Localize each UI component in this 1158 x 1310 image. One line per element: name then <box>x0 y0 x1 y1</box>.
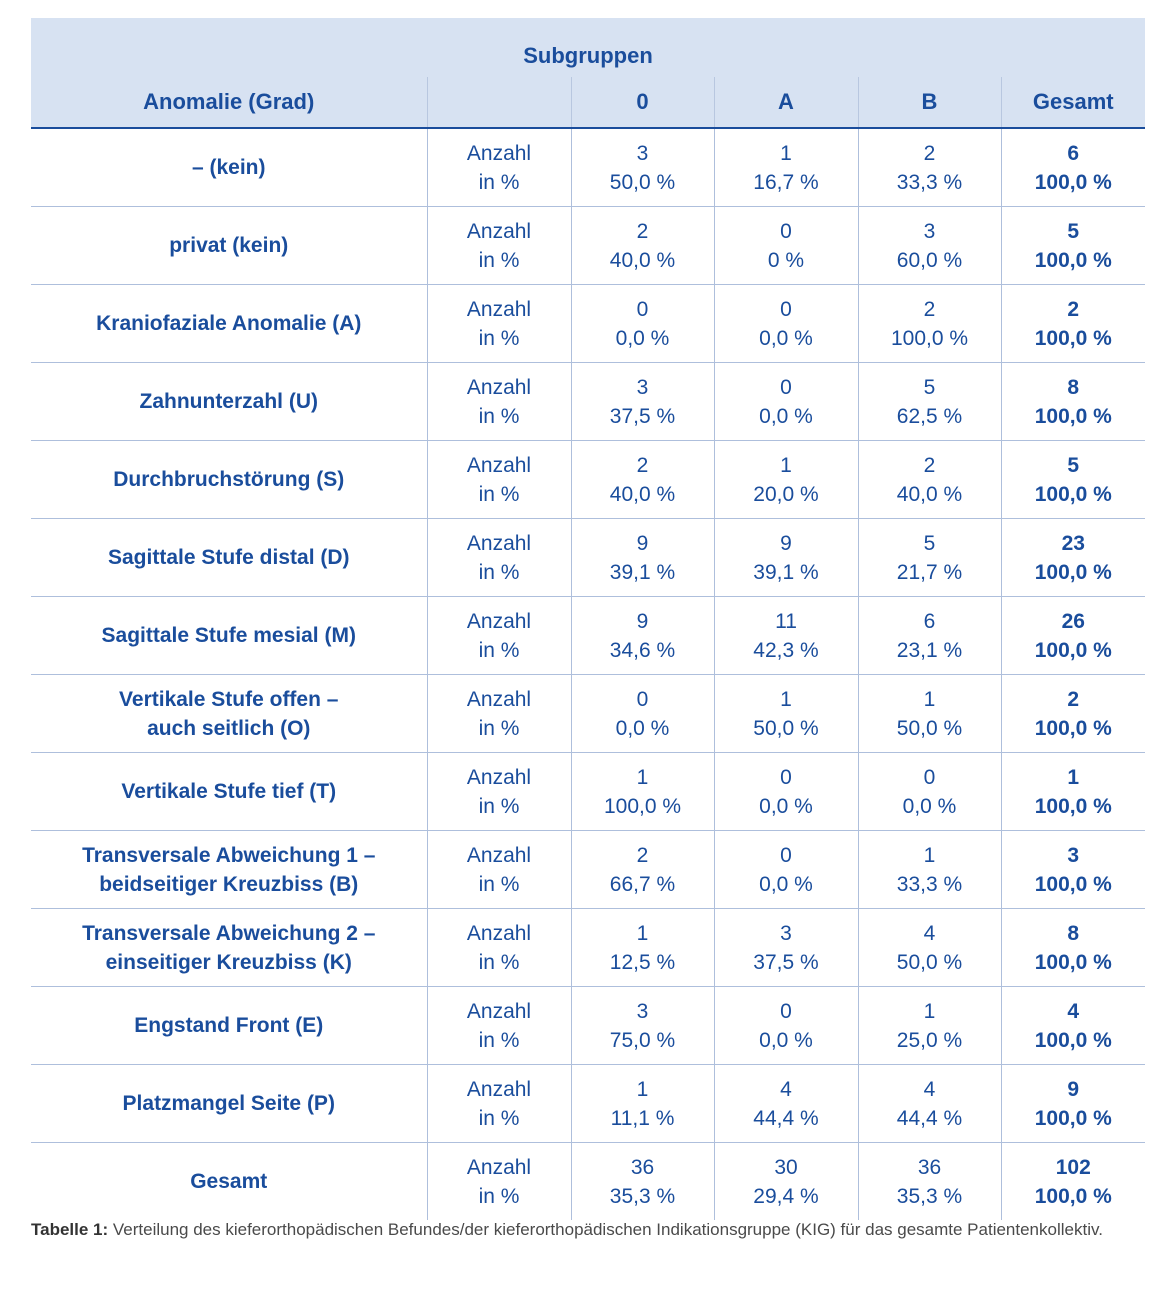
column-header-a: A <box>714 77 858 128</box>
count-value: 26 <box>1061 609 1085 633</box>
percent-value: 100,0 % <box>1034 1106 1112 1130</box>
cell-subgroup-a <box>714 285 858 363</box>
metric-percent-label: in % <box>478 716 520 740</box>
count-value: 5 <box>1067 219 1080 243</box>
row-label <box>31 675 427 753</box>
table-row <box>31 753 1145 831</box>
row-label-line: Vertikale Stufe offen – <box>119 687 339 711</box>
cell-subgroup-b <box>858 753 1001 831</box>
metric-labels <box>427 519 571 597</box>
cell-subgroup-b <box>858 441 1001 519</box>
table-row <box>31 909 1145 987</box>
row-label-line: Zahnunterzahl (U) <box>139 390 318 413</box>
cell-subgroup-a <box>714 675 858 753</box>
percent-value: 44,4 % <box>896 1106 963 1130</box>
metric-percent-label: in % <box>478 404 520 428</box>
cell-gesamt <box>1001 363 1145 441</box>
column-header-gesamt: Gesamt <box>1001 77 1145 128</box>
metric-count-label: Anzahl <box>466 609 532 633</box>
table-caption <box>31 1218 1147 1242</box>
cell-subgroup-0 <box>571 1143 714 1221</box>
row-label-line: Sagittale Stufe mesial (M) <box>101 624 356 647</box>
cell-subgroup-a <box>714 987 858 1065</box>
count-value: 0 <box>780 843 792 867</box>
cell-gesamt <box>1001 285 1145 363</box>
cell-gesamt <box>1001 519 1145 597</box>
percent-value: 100,0 % <box>1034 170 1112 194</box>
count-value: 3 <box>636 375 649 399</box>
table-row <box>31 831 1145 909</box>
count-value: 30 <box>774 1155 798 1179</box>
percent-value: 12,5 % <box>609 950 676 974</box>
cell-gesamt <box>1001 207 1145 285</box>
cell-subgroup-0 <box>571 519 714 597</box>
count-value: 1 <box>636 921 649 945</box>
table-row <box>31 363 1145 441</box>
metric-percent-label: in % <box>478 170 520 194</box>
table-row <box>31 441 1145 519</box>
cell-gesamt <box>1001 128 1145 207</box>
percent-value: 40,0 % <box>609 482 676 506</box>
count-value: 1 <box>923 687 936 711</box>
cell-gesamt <box>1001 753 1145 831</box>
metric-count-label: Anzahl <box>466 843 532 867</box>
table-row <box>31 1143 1145 1221</box>
metric-count-label: Anzahl <box>466 297 532 321</box>
percent-value: 50,0 % <box>753 716 819 740</box>
percent-value: 0,0 % <box>759 794 813 818</box>
percent-value: 0 % <box>767 248 805 272</box>
metric-percent-label: in % <box>478 1028 520 1052</box>
cell-subgroup-a <box>714 1065 858 1143</box>
cell-subgroup-0 <box>571 831 714 909</box>
count-value: 1 <box>780 453 792 477</box>
row-label-line: Vertikale Stufe tief (T) <box>121 780 337 803</box>
metric-count-label: Anzahl <box>466 687 532 711</box>
row-label <box>31 363 427 441</box>
count-value: 2 <box>923 141 936 165</box>
table-row <box>31 597 1145 675</box>
percent-value: 25,0 % <box>896 1028 963 1052</box>
metric-count-label: Anzahl <box>466 921 532 945</box>
count-value: 1 <box>636 1077 649 1101</box>
percent-value: 39,1 % <box>609 560 676 584</box>
row-label <box>31 597 427 675</box>
count-value: 2 <box>923 453 936 477</box>
cell-subgroup-b <box>858 675 1001 753</box>
percent-value: 100,0 % <box>1034 326 1112 350</box>
cell-subgroup-0 <box>571 675 714 753</box>
table-row <box>31 987 1145 1065</box>
count-value: 5 <box>923 531 936 555</box>
cell-subgroup-a <box>714 128 858 207</box>
percent-value: 50,0 % <box>896 716 963 740</box>
percent-value: 62,5 % <box>896 404 963 428</box>
cell-subgroup-b <box>858 1065 1001 1143</box>
percent-value: 100,0 % <box>1034 404 1112 428</box>
percent-value: 21,7 % <box>896 560 963 584</box>
count-value: 2 <box>636 219 649 243</box>
row-label-line: – (kein) <box>191 156 266 179</box>
percent-value: 39,1 % <box>753 560 819 584</box>
percent-value: 37,5 % <box>753 950 819 974</box>
percent-value: 44,4 % <box>753 1106 819 1130</box>
count-value: 2 <box>636 453 649 477</box>
count-value: 3 <box>636 999 649 1023</box>
count-value: 2 <box>923 297 936 321</box>
percent-value: 100,0 % <box>1034 716 1112 740</box>
row-label-line: Kraniofaziale Anomalie (A) <box>96 312 362 335</box>
row-label <box>31 1143 427 1221</box>
table-row <box>31 285 1145 363</box>
cell-subgroup-0 <box>571 753 714 831</box>
percent-value: 60,0 % <box>896 248 963 272</box>
percent-value: 75,0 % <box>609 1028 676 1052</box>
cell-subgroup-b <box>858 831 1001 909</box>
column-header-b: B <box>858 77 1001 128</box>
row-label <box>31 128 427 207</box>
metric-percent-label: in % <box>478 248 520 272</box>
metric-percent-label: in % <box>478 326 520 350</box>
count-value: 4 <box>1067 999 1080 1023</box>
column-header-row <box>31 77 1145 128</box>
metric-count-label: Anzahl <box>466 531 532 555</box>
table-container <box>31 18 1145 1220</box>
cell-gesamt <box>1001 909 1145 987</box>
metric-percent-label: in % <box>478 794 520 818</box>
metric-count-label: Anzahl <box>466 1155 532 1179</box>
metric-percent-label: in % <box>478 560 520 584</box>
count-value: 0 <box>636 297 649 321</box>
cell-subgroup-a <box>714 519 858 597</box>
cell-subgroup-a <box>714 831 858 909</box>
group-header: Subgruppen <box>31 18 1145 77</box>
count-value: 3 <box>923 219 936 243</box>
metric-percent-label: in % <box>478 950 520 974</box>
metric-percent-label: in % <box>478 872 520 896</box>
percent-value: 35,3 % <box>896 1184 963 1208</box>
table-row <box>31 128 1145 207</box>
percent-value: 0,0 % <box>759 326 813 350</box>
count-value: 5 <box>1067 453 1080 477</box>
cell-gesamt <box>1001 831 1145 909</box>
metric-count-label: Anzahl <box>466 219 532 243</box>
count-value: 36 <box>917 1155 942 1179</box>
metric-count-label: Anzahl <box>466 453 532 477</box>
percent-value: 33,3 % <box>896 170 963 194</box>
metric-percent-label: in % <box>478 482 520 506</box>
count-value: 2 <box>1067 687 1080 711</box>
row-label-line: Transversale Abweichung 1 – <box>82 843 376 867</box>
percent-value: 100,0 % <box>1034 872 1112 896</box>
count-value: 1 <box>780 687 792 711</box>
row-label <box>31 285 427 363</box>
percent-value: 34,6 % <box>609 638 676 662</box>
row-label-line: beidseitiger Kreuzbiss (B) <box>99 872 359 896</box>
count-value: 2 <box>636 843 649 867</box>
count-value: 102 <box>1055 1155 1091 1179</box>
row-label-line: Sagittale Stufe distal (D) <box>107 546 350 569</box>
percent-value: 66,7 % <box>609 872 676 896</box>
cell-subgroup-b <box>858 519 1001 597</box>
count-value: 2 <box>1067 297 1080 321</box>
metric-labels <box>427 207 571 285</box>
metric-count-label: Anzahl <box>466 375 532 399</box>
table-row <box>31 675 1145 753</box>
row-label-line: Engstand Front (E) <box>134 1014 324 1037</box>
count-value: 3 <box>780 921 792 945</box>
cell-subgroup-a <box>714 207 858 285</box>
percent-value: 40,0 % <box>896 482 963 506</box>
cell-subgroup-a <box>714 441 858 519</box>
count-value: 3 <box>1067 843 1080 867</box>
row-label-line: einseitiger Kreuzbiss (K) <box>105 950 352 974</box>
row-label <box>31 753 427 831</box>
count-value: 0 <box>780 297 792 321</box>
percent-value: 0,0 % <box>759 404 813 428</box>
cell-subgroup-b <box>858 987 1001 1065</box>
percent-value: 11,1 % <box>610 1106 675 1130</box>
cell-subgroup-0 <box>571 207 714 285</box>
row-label <box>31 909 427 987</box>
row-label-line: Durchbruchstörung (S) <box>113 468 345 491</box>
percent-value: 100,0 % <box>1034 638 1112 662</box>
table-row <box>31 519 1145 597</box>
count-value: 1 <box>1067 765 1080 789</box>
percent-value: 100,0 % <box>890 326 969 350</box>
metric-labels <box>427 753 571 831</box>
metric-percent-label: in % <box>478 638 520 662</box>
caption-label: Tabelle 1: <box>31 1220 109 1239</box>
count-value: 4 <box>780 1077 792 1101</box>
cell-subgroup-0 <box>571 987 714 1065</box>
row-label-line: Transversale Abweichung 2 – <box>82 921 376 945</box>
cell-gesamt <box>1001 1065 1145 1143</box>
percent-value: 50,0 % <box>896 950 963 974</box>
count-value: 11 <box>775 609 797 633</box>
cell-subgroup-0 <box>571 128 714 207</box>
row-label-line: auch seitlich (O) <box>147 716 311 740</box>
count-value: 6 <box>1067 141 1080 165</box>
count-value: 0 <box>780 375 792 399</box>
row-label <box>31 519 427 597</box>
cell-subgroup-0 <box>571 597 714 675</box>
cell-subgroup-0 <box>571 285 714 363</box>
column-header-0: 0 <box>571 77 714 128</box>
count-value: 0 <box>780 999 792 1023</box>
count-value: 4 <box>923 921 936 945</box>
cell-gesamt <box>1001 675 1145 753</box>
row-label <box>31 831 427 909</box>
count-value: 36 <box>630 1155 655 1179</box>
count-value: 1 <box>923 843 936 867</box>
percent-value: 100,0 % <box>1034 482 1112 506</box>
group-header-row <box>31 18 1145 77</box>
metric-percent-label: in % <box>478 1106 520 1130</box>
percent-value: 100,0 % <box>1034 248 1112 272</box>
cell-subgroup-b <box>858 128 1001 207</box>
count-value: 0 <box>780 765 792 789</box>
table-row <box>31 207 1145 285</box>
table-row <box>31 1065 1145 1143</box>
row-label <box>31 207 427 285</box>
percent-value: 0,0 % <box>902 794 957 818</box>
count-value: 9 <box>1067 1077 1080 1101</box>
cell-gesamt <box>1001 441 1145 519</box>
cell-subgroup-a <box>714 597 858 675</box>
row-label-line: privat (kein) <box>169 234 289 257</box>
percent-value: 40,0 % <box>609 248 676 272</box>
table-body <box>31 128 1145 1220</box>
cell-subgroup-a <box>714 753 858 831</box>
cell-subgroup-0 <box>571 1065 714 1143</box>
count-value: 9 <box>636 531 649 555</box>
count-value: 1 <box>780 141 792 165</box>
percent-value: 29,4 % <box>753 1184 819 1208</box>
count-value: 0 <box>636 687 649 711</box>
metric-labels <box>427 128 571 207</box>
cell-subgroup-0 <box>571 441 714 519</box>
metric-labels <box>427 1065 571 1143</box>
cell-subgroup-a <box>714 1143 858 1221</box>
count-value: 6 <box>923 609 936 633</box>
count-value: 23 <box>1061 531 1085 555</box>
percent-value: 100,0 % <box>1034 950 1112 974</box>
cell-gesamt <box>1001 1143 1145 1221</box>
metric-labels <box>427 363 571 441</box>
metric-count-label: Anzahl <box>466 999 532 1023</box>
percent-value: 0,0 % <box>615 326 670 350</box>
cell-subgroup-b <box>858 597 1001 675</box>
cell-subgroup-b <box>858 363 1001 441</box>
count-value: 5 <box>923 375 936 399</box>
percent-value: 37,5 % <box>609 404 676 428</box>
percent-value: 0,0 % <box>759 872 813 896</box>
cell-subgroup-b <box>858 909 1001 987</box>
column-header-anomalie: Anomalie (Grad) <box>31 77 427 128</box>
percent-value: 100,0 % <box>603 794 682 818</box>
percent-value: 42,3 % <box>753 638 819 662</box>
count-value: 4 <box>923 1077 936 1101</box>
row-label-line: Gesamt <box>190 1170 268 1193</box>
metric-count-label: Anzahl <box>466 141 532 165</box>
cell-subgroup-b <box>858 207 1001 285</box>
count-value: 1 <box>636 765 649 789</box>
count-value: 9 <box>636 609 649 633</box>
cell-subgroup-a <box>714 909 858 987</box>
percent-value: 0,0 % <box>759 1028 813 1052</box>
percent-value: 100,0 % <box>1034 560 1112 584</box>
caption-text: Verteilung des kieferorthopädischen Befundes/der kieferorthopädischen Indikationsgruppe (KIG) für das gesamte Patientenkollektiv. <box>108 1220 1103 1239</box>
percent-value: 20,0 % <box>753 482 819 506</box>
metric-labels <box>427 987 571 1065</box>
row-label <box>31 441 427 519</box>
percent-value: 50,0 % <box>609 170 676 194</box>
count-value: 8 <box>1067 921 1080 945</box>
cell-subgroup-b <box>858 1143 1001 1221</box>
metric-count-label: Anzahl <box>466 1077 532 1101</box>
count-value: 8 <box>1067 375 1080 399</box>
percent-value: 23,1 % <box>896 638 963 662</box>
metric-labels <box>427 441 571 519</box>
percent-value: 100,0 % <box>1034 794 1112 818</box>
percent-value: 16,7 % <box>753 170 819 194</box>
count-value: 1 <box>923 999 936 1023</box>
count-value: 0 <box>780 219 792 243</box>
metric-labels <box>427 675 571 753</box>
percent-value: 100,0 % <box>1034 1028 1112 1052</box>
row-label-line: Platzmangel Seite (P) <box>122 1092 335 1115</box>
column-header-metric <box>427 77 571 128</box>
cell-gesamt <box>1001 987 1145 1065</box>
cell-gesamt <box>1001 597 1145 675</box>
cell-subgroup-0 <box>571 909 714 987</box>
row-label <box>31 987 427 1065</box>
percent-value: 100,0 % <box>1034 1184 1112 1208</box>
metric-labels <box>427 831 571 909</box>
metric-labels <box>427 285 571 363</box>
metric-labels <box>427 597 571 675</box>
count-value: 3 <box>636 141 649 165</box>
cell-subgroup-a <box>714 363 858 441</box>
percent-value: 33,3 % <box>896 872 963 896</box>
percent-value: 35,3 % <box>609 1184 676 1208</box>
kig-distribution-table <box>31 18 1145 1220</box>
count-value: 9 <box>780 531 792 555</box>
metric-labels <box>427 1143 571 1221</box>
metric-count-label: Anzahl <box>466 765 532 789</box>
cell-subgroup-0 <box>571 363 714 441</box>
cell-subgroup-b <box>858 285 1001 363</box>
percent-value: 0,0 % <box>615 716 670 740</box>
metric-percent-label: in % <box>478 1184 520 1208</box>
count-value: 0 <box>923 765 936 789</box>
metric-labels <box>427 909 571 987</box>
row-label <box>31 1065 427 1143</box>
